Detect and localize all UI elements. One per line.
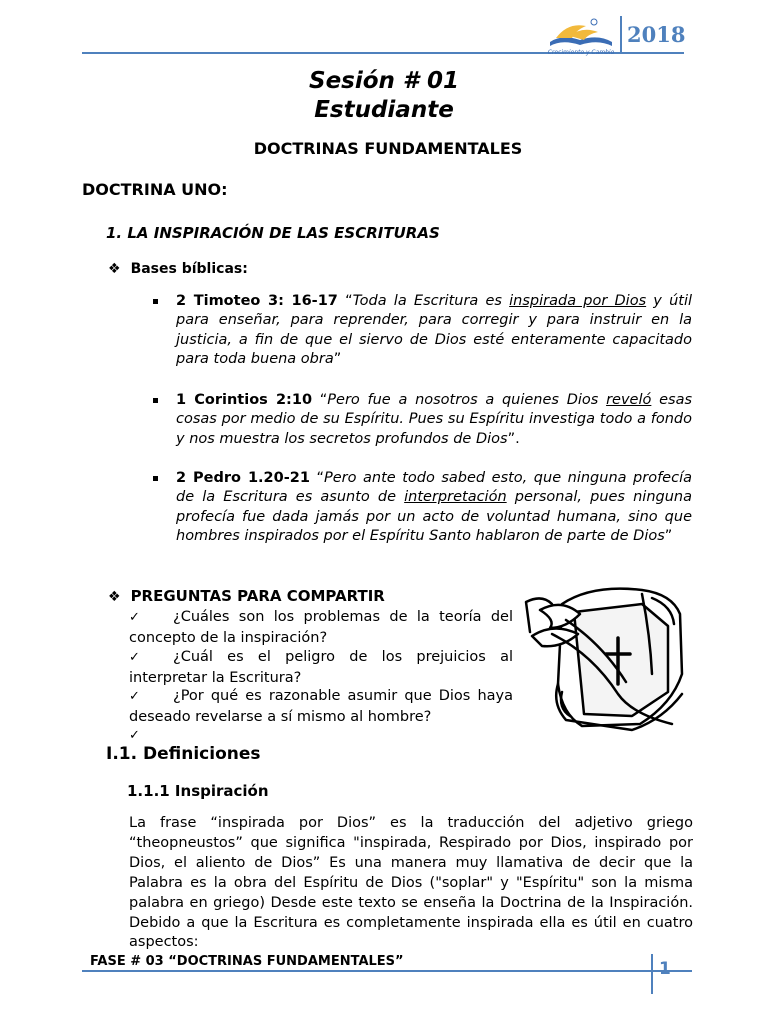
verse-item: 2 Timoteo 3: 16-17 “Toda la Escritura es inspirada por Dios y útil para enseñar, para reprender, para corregir y para instruir en la justicia, a fin de que el siervo de Dios esté enteramente capacitado para toda buena obra”	[176, 293, 693, 368]
inspiration-paragraph: La frase “inspirada por Dios” es la traducción del adjetivo griego “theopneustos” que significa "inspirada, Respirado por Dios, inspirado por Dios, el aliento de Dios” Es una manera muy llamativa de decir que la Palabra es la obra del Espíritu de Dios ("soplar" y "Espíritu" son la misma palabra en griego) Desde este texto se enseña la Doctrina de la Inspiración. Debido a que la Escritura es completamente inspirada ella es útil en cuatro aspectos:	[129, 815, 693, 951]
page-number: 1	[659, 959, 671, 979]
verse-reference: 2 Timoteo 3: 16-17	[176, 293, 338, 309]
header-year: 2018	[627, 22, 686, 47]
bases-heading	[108, 261, 248, 277]
diamond-bullet-icon: ❖	[108, 589, 121, 605]
footer-divider	[651, 954, 653, 994]
checkmark-icon: ✓	[129, 689, 140, 704]
doctrine-heading: DOCTRINA UNO:	[82, 180, 228, 199]
questions-heading	[108, 587, 385, 605]
verse-reference: 2 Pedro 1.20-21	[176, 470, 310, 486]
session-subtitle: Estudiante	[314, 97, 454, 123]
question-item: ✓ ¿Por qué es razonable asumir que Dios haya deseado revelarse a sí mismo al hombre?	[129, 688, 513, 725]
questions-heading-label: PREGUNTAS PARA COMPARTIR	[130, 587, 385, 605]
verse-reference: 1 Corintios 2:10	[176, 392, 313, 408]
section-heading: 1. LA INSPIRACIÓN DE LAS ESCRITURAS	[106, 224, 440, 242]
question-item	[129, 725, 513, 746]
bases-label: Bases bíblicas:	[130, 261, 248, 277]
footer-rule	[82, 970, 692, 972]
question-item: ✓ ¿Cuál es el peligro de los prejuicios al interpretar la Escritura?	[129, 649, 513, 686]
inspiration-heading: 1.1.1 Inspiración	[127, 782, 269, 800]
logo-caption: Crecimiento y Cambio	[547, 49, 615, 56]
session-title: Sesión # 01	[309, 68, 459, 94]
definitions-heading: I.1. Definiciones	[106, 744, 261, 764]
square-bullet-icon	[153, 299, 158, 304]
verse-underlined: interpretación	[404, 489, 507, 506]
verse-item: 1 Corintios 2:10 “Pero fue a nosotros a quienes Dios reveló esas cosas por medio de su Espíritu. Pues su Espíritu investiga todo a fondo y nos muestra los secretos profundos de Dios”.	[176, 392, 693, 447]
question-item: ✓ ¿Cuáles son los problemas de la teoría del concepto de la inspiración?	[129, 609, 513, 646]
header-divider	[620, 16, 622, 54]
bible-illustration-icon	[522, 574, 692, 734]
checkmark-icon: ✓	[129, 728, 140, 743]
verse-underlined: reveló	[606, 392, 652, 408]
checkmark-icon: ✓	[129, 650, 140, 665]
square-bullet-icon	[153, 476, 158, 481]
verse-underlined: inspirada por Dios	[509, 293, 647, 309]
checkmark-icon: ✓	[129, 610, 140, 625]
square-bullet-icon	[153, 398, 158, 403]
main-heading: DOCTRINAS FUNDAMENTALES	[253, 139, 523, 158]
verse-item: 2 Pedro 1.20-21 “Pero ante todo sabed esto, que ninguna profecía de la Escritura es asunto de interpretación personal, pues ninguna profecía fue dada jamás por un acto de voluntad humana, sino que hombres inspirados por el Espíritu Santo hablaron de parte de Dios”	[176, 470, 692, 545]
logo-icon	[542, 14, 620, 56]
diamond-bullet-icon: ❖	[108, 261, 121, 277]
footer-text: FASE # 03 “DOCTRINAS FUNDAMENTALES”	[90, 954, 404, 969]
